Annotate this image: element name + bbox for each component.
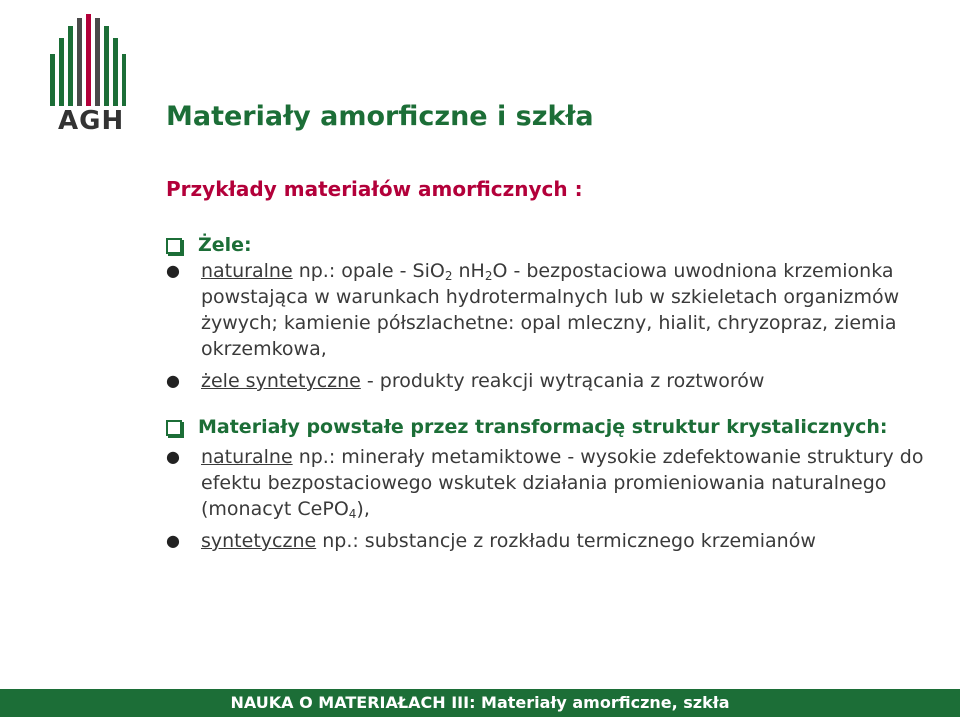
list-item: ● naturalne np.: minerały metamiktowe - wysokie zdefektowanie struktury do efektu bezpostaciowego wskutek działania promieniowania naturalnego (monacyt CePO$_4$), xyxy=(166,446,924,521)
list-item: ● żele syntetyczne - produkty reakcji wytrącania z roztworów xyxy=(166,370,765,392)
bullet-icon: ● xyxy=(166,447,180,466)
checkbox-bullet-icon xyxy=(166,238,182,254)
bullet-icon: ● xyxy=(166,531,180,550)
footer-bar: NAUKA O MATERIAŁACH III: Materiały amorficzne, szkła xyxy=(0,689,960,717)
agh-logo-text: AGH xyxy=(58,106,125,136)
slide-subtitle: Przykłady materiałów amorficznych : xyxy=(166,177,583,201)
slide-content xyxy=(166,232,926,554)
section-transformed-heading: Materiały powstałe przez transformację struktur krystalicznych: xyxy=(166,414,926,440)
agh-logo-bars xyxy=(50,14,126,106)
bullet-icon: ● xyxy=(166,371,180,390)
slide-title: Materiały amorficzne i szkła xyxy=(166,101,594,132)
section-gels-heading: Żele: xyxy=(166,232,926,258)
list-item: ● naturalne np.: opale - SiO$_2$ $nH_2O$ - bezpostaciowa uwodniona krzemionka powstająca w warunkach hydrotermalnych lub w szkieletach organizmów żywych; kamienie półszlachetne: opal mleczny, hialit, chryzopraz, ziemia okrzemkowa, xyxy=(166,260,900,360)
bullet-icon: ● xyxy=(166,261,180,280)
list-item: ● syntetyczne np.: substancje z rozkładu termicznego krzemianów xyxy=(166,530,816,552)
checkbox-bullet-icon xyxy=(166,420,182,436)
